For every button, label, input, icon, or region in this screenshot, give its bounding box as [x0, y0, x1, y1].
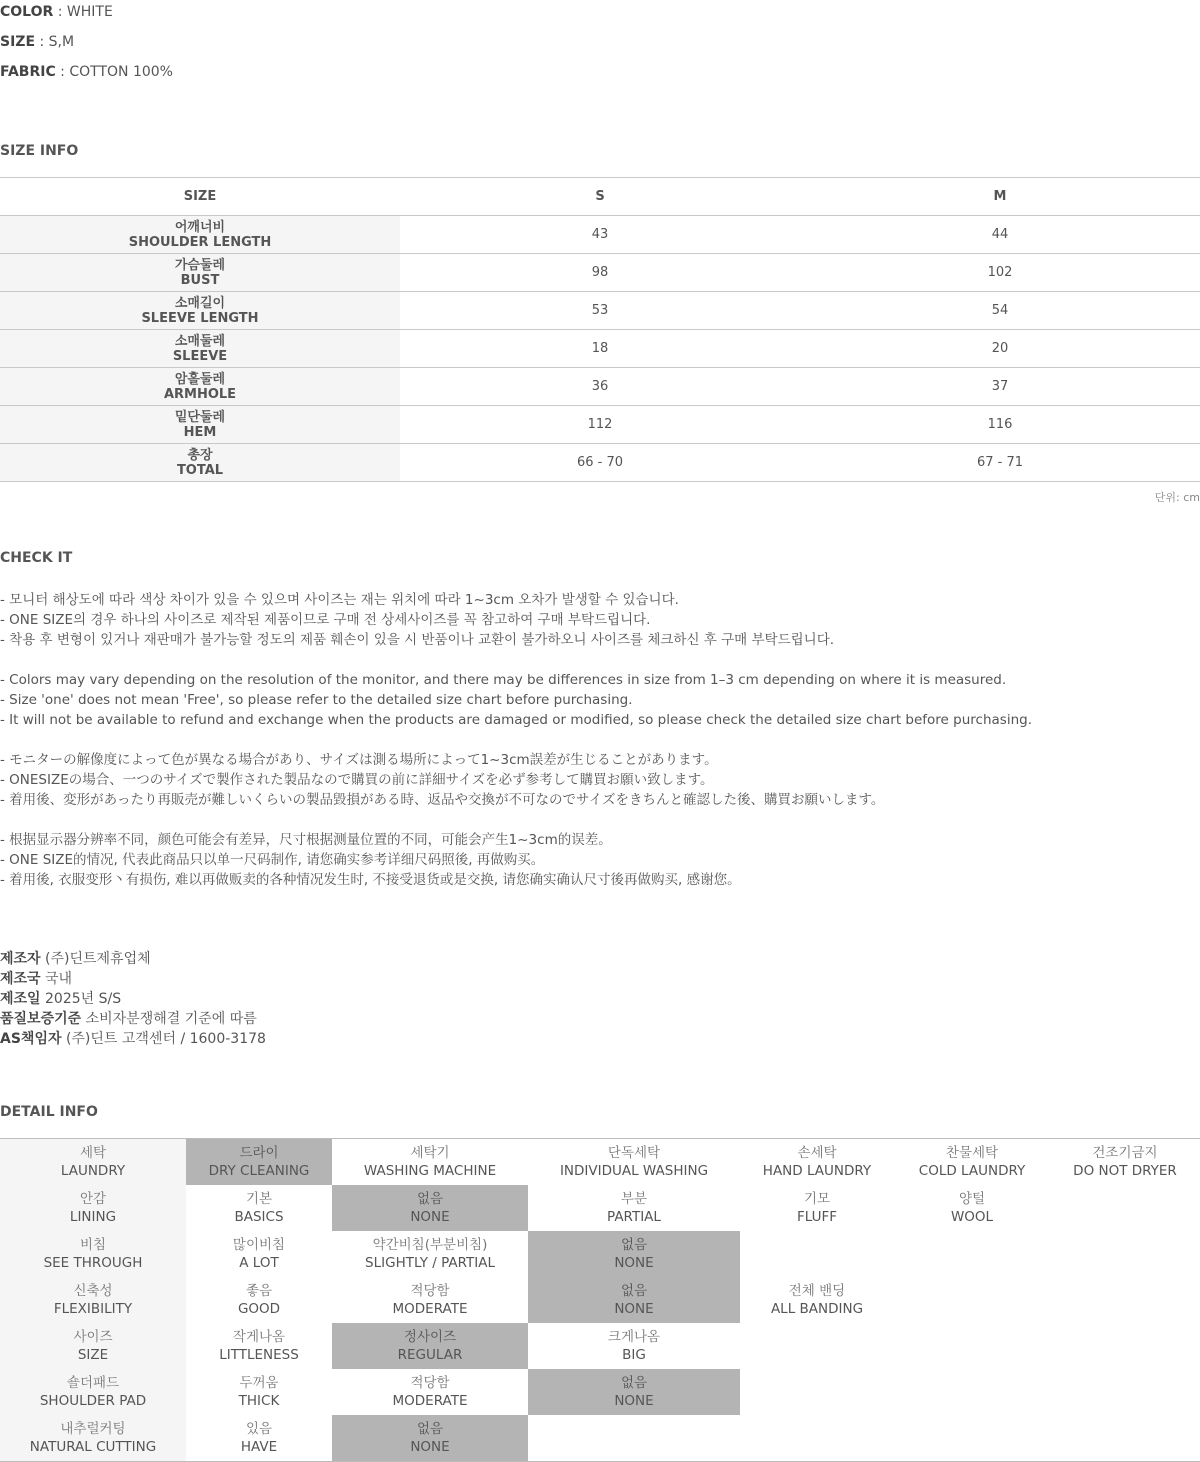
option-en: HAVE	[240, 1439, 278, 1455]
detail-option	[186, 1231, 332, 1277]
measure-label-en: TOTAL	[176, 462, 224, 478]
detail-option-selected	[332, 1323, 528, 1369]
spec-value: : S,M	[35, 34, 75, 50]
detail-row	[0, 1277, 1200, 1323]
measure-label-ko: 소매둘레	[174, 333, 226, 349]
detail-empty-cell	[894, 1415, 1050, 1462]
measure-label-ko: 암홀둘레	[174, 371, 226, 387]
note-line: - 모니터 해상도에 따라 색상 차이가 있을 수 있으며 사이즈는 재는 위치에 따라 1~3cm 오차가 발생할 수 있습니다.	[0, 592, 679, 608]
detail-option	[528, 1323, 740, 1369]
size-row	[0, 292, 1200, 330]
option-ko: 양털	[958, 1191, 986, 1207]
category-ko: 내추럴커팅	[60, 1421, 126, 1437]
detail-table	[0, 1138, 1200, 1462]
category-ko: 신축성	[73, 1283, 113, 1299]
measure-label-en: SLEEVE	[172, 348, 228, 364]
option-ko: 손세탁	[797, 1145, 837, 1161]
header-s: S	[400, 178, 800, 216]
detail-category	[0, 1185, 186, 1231]
measure-label	[0, 216, 400, 254]
size-info-title: SIZE INFO	[0, 143, 79, 159]
measure-label	[0, 292, 400, 330]
option-ko: 적당함	[410, 1283, 450, 1299]
note-line: - 根据显示器分辨率不同，颜色可能会有差异，尺寸根据测量位置的不同，可能会产生1~3cm的误差。	[0, 832, 612, 848]
measure-label-en: SHOULDER LENGTH	[128, 234, 272, 250]
detail-option	[894, 1185, 1050, 1231]
detail-empty-cell	[894, 1277, 1050, 1323]
detail-option	[894, 1139, 1050, 1186]
size-m-value: 20	[800, 330, 1200, 368]
option-ko: 적당함	[410, 1375, 450, 1391]
check-it-title: CHECK IT	[0, 550, 73, 566]
size-s-value: 53	[400, 292, 800, 330]
option-ko: 없음	[620, 1283, 648, 1299]
detail-option	[740, 1277, 894, 1323]
option-en: MODERATE	[392, 1393, 468, 1409]
detail-option	[740, 1139, 894, 1186]
detail-row	[0, 1369, 1200, 1415]
size-m-value: 37	[800, 368, 1200, 406]
detail-empty-cell	[1050, 1415, 1200, 1462]
detail-option-selected	[332, 1415, 528, 1462]
option-ko: 없음	[620, 1237, 648, 1253]
detail-row	[0, 1323, 1200, 1369]
option-ko: 없음	[620, 1375, 648, 1391]
detail-option	[332, 1277, 528, 1323]
option-ko: 정사이즈	[403, 1329, 457, 1345]
note-line: - モニターの解像度によって色が異なる場合があり、サイズは測る場所によって1~3cm誤差が生じることがあります。	[0, 752, 718, 768]
header-m: M	[800, 178, 1200, 216]
option-en: LITTLENESS	[219, 1347, 299, 1363]
measure-label-ko: 밑단둘레	[174, 409, 226, 425]
category-ko: 세탁	[79, 1145, 107, 1161]
option-en: NONE	[410, 1209, 450, 1225]
measure-label-ko: 소매길이	[174, 295, 226, 311]
measure-label-en: BUST	[180, 272, 220, 288]
measure-label	[0, 444, 400, 482]
measure-label-en: SLEEVE LENGTH	[141, 310, 259, 326]
size-s-value: 66 - 70	[400, 444, 800, 482]
option-ko: 두꺼움	[239, 1375, 279, 1391]
detail-empty-cell	[1050, 1231, 1200, 1277]
note-line: - 着用後, 衣服变形丶有损伤, 难以再做贩卖的各种情况发生时, 不接受退货或是交换, 请您确实确认尺寸後再做购买, 感谢您。	[0, 872, 741, 888]
note-group	[0, 670, 1032, 730]
spec-fabric	[0, 64, 173, 80]
option-ko: 기모	[803, 1191, 831, 1207]
detail-empty-cell	[894, 1323, 1050, 1369]
option-en: A LOT	[239, 1255, 279, 1271]
note-group	[0, 590, 834, 650]
detail-option	[528, 1185, 740, 1231]
detail-row	[0, 1185, 1200, 1231]
unit-note: 단위: cm	[1154, 491, 1200, 504]
maker-value: 국내	[40, 971, 73, 987]
option-ko: 건조기금지	[1092, 1145, 1158, 1161]
size-table	[0, 177, 1200, 482]
maker-value: (주)딘트 고객센터 / 1600-3178	[61, 1031, 266, 1047]
size-m-value: 54	[800, 292, 1200, 330]
option-ko: 세탁기	[410, 1145, 450, 1161]
category-en: NATURAL CUTTING	[29, 1439, 157, 1455]
category-en: FLEXIBILITY	[53, 1301, 133, 1317]
note-line: - 착용 후 변형이 있거나 재판매가 불가능할 정도의 제품 훼손이 있을 시 반품이나 교환이 불가하오니 사이즈를 체크하신 후 구매 부탁드립니다.	[0, 632, 835, 648]
category-en: SIZE	[77, 1347, 109, 1363]
option-en: BASICS	[234, 1209, 284, 1225]
detail-category	[0, 1323, 186, 1369]
size-m-value: 116	[800, 406, 1200, 444]
option-en: NONE	[614, 1393, 654, 1409]
detail-row	[0, 1231, 1200, 1277]
detail-option	[740, 1185, 894, 1231]
detail-option-selected	[528, 1369, 740, 1415]
category-ko: 숄더패드	[66, 1375, 120, 1391]
size-s-value: 112	[400, 406, 800, 444]
maker-label: 제조일	[0, 991, 41, 1007]
option-en: HAND LAUNDRY	[762, 1163, 872, 1179]
detail-option	[186, 1277, 332, 1323]
size-s-value: 36	[400, 368, 800, 406]
detail-option-selected	[528, 1277, 740, 1323]
option-en: BIG	[622, 1347, 646, 1363]
maker-row	[0, 969, 266, 989]
size-row	[0, 216, 1200, 254]
detail-empty-cell	[740, 1323, 894, 1369]
detail-category	[0, 1415, 186, 1462]
spec-value: : COTTON 100%	[55, 64, 173, 80]
detail-option	[186, 1323, 332, 1369]
option-ko: 있음	[245, 1421, 273, 1437]
option-en: DRY CLEANING	[208, 1163, 310, 1179]
category-en: LINING	[69, 1209, 117, 1225]
option-ko: 없음	[416, 1191, 444, 1207]
option-ko: 찬물세탁	[945, 1145, 999, 1161]
size-m-value: 67 - 71	[800, 444, 1200, 482]
option-en: GOOD	[237, 1301, 281, 1317]
maker-label: AS책임자	[0, 1031, 62, 1047]
detail-option	[186, 1185, 332, 1231]
category-en: SEE THROUGH	[43, 1255, 143, 1271]
size-row	[0, 444, 1200, 482]
option-en: WOOL	[950, 1209, 994, 1225]
option-ko: 기본	[245, 1191, 273, 1207]
note-line: - Size 'one' does not mean 'Free', so please refer to the detailed size chart before purchasing.	[0, 692, 633, 708]
detail-option	[186, 1369, 332, 1415]
option-en: NONE	[410, 1439, 450, 1455]
option-ko: 부분	[620, 1191, 648, 1207]
maker-row	[0, 949, 266, 969]
size-s-value: 43	[400, 216, 800, 254]
option-ko: 전체 밴딩	[788, 1283, 846, 1299]
detail-info-title: DETAIL INFO	[0, 1104, 98, 1120]
option-en: SLIGHTLY / PARTIAL	[365, 1255, 495, 1271]
size-table-header	[0, 178, 1200, 216]
category-en: SHOULDER PAD	[39, 1393, 147, 1409]
option-ko: 드라이	[239, 1145, 279, 1161]
size-row	[0, 368, 1200, 406]
detail-option-selected	[186, 1139, 332, 1186]
note-line: - Colors may vary depending on the resolution of the monitor, and there may be differences in size from 1–3 cm depending on where it is measured.	[0, 672, 1007, 688]
size-s-value: 98	[400, 254, 800, 292]
option-en: REGULAR	[397, 1347, 463, 1363]
detail-option-selected	[332, 1185, 528, 1231]
detail-option	[186, 1415, 332, 1462]
option-en: INDIVIDUAL WASHING	[559, 1163, 709, 1179]
option-en: MODERATE	[392, 1301, 468, 1317]
option-en: THICK	[238, 1393, 280, 1409]
measure-label-en: ARMHOLE	[163, 386, 237, 402]
option-ko: 크게나옴	[607, 1329, 661, 1345]
measure-label-ko: 가슴둘레	[174, 257, 226, 273]
detail-category	[0, 1369, 186, 1415]
category-ko: 사이즈	[73, 1329, 113, 1345]
detail-option	[332, 1369, 528, 1415]
option-en: FLUFF	[796, 1209, 838, 1225]
option-ko: 없음	[416, 1421, 444, 1437]
category-ko: 안감	[79, 1191, 107, 1207]
option-en: PARTIAL	[607, 1209, 661, 1225]
size-row	[0, 330, 1200, 368]
detail-empty-cell	[1050, 1369, 1200, 1415]
note-line: - It will not be available to refund and exchange when the products are damaged or modified, so please check the detailed size chart before purchasing.	[0, 712, 1032, 728]
maker-value: 소비자분쟁해결 기준에 따름	[81, 1011, 257, 1027]
size-m-value: 44	[800, 216, 1200, 254]
detail-empty-cell	[740, 1369, 894, 1415]
spec-label: FABRIC	[0, 64, 56, 80]
category-en: LAUNDRY	[60, 1163, 126, 1179]
detail-option	[1050, 1139, 1200, 1186]
note-line: - ONESIZEの場合、一つのサイズで製作された製品なので購買の前に詳細サイズを必ず参考して購買お願い致します。	[0, 772, 714, 788]
note-group	[0, 750, 884, 810]
spec-label: SIZE	[0, 34, 36, 50]
note-line: - 着用後、変形があったり再販売が難しいくらいの製品毀損がある時、返品や交換が不可なのでサイズをきちんと確認した後、購買お願いします。	[0, 792, 885, 808]
maker-label: 품질보증기준	[0, 1011, 82, 1027]
maker-value: 2025년 S/S	[40, 991, 122, 1007]
option-en: NONE	[614, 1301, 654, 1317]
detail-empty-cell	[1050, 1323, 1200, 1369]
detail-category	[0, 1231, 186, 1277]
detail-option	[528, 1139, 740, 1186]
detail-option-selected	[528, 1231, 740, 1277]
option-en: WASHING MACHINE	[363, 1163, 497, 1179]
maker-row	[0, 1029, 266, 1049]
note-line: - ONE SIZE的情况, 代表此商品只以单一尺码制作, 请您确实参考详细尺码照後, 再做购买。	[0, 852, 545, 868]
maker-row	[0, 989, 266, 1009]
detail-row	[0, 1139, 1200, 1186]
note-group	[0, 830, 741, 890]
option-en: NONE	[614, 1255, 654, 1271]
header-size: SIZE	[0, 178, 400, 216]
measure-label-ko: 어깨너비	[174, 219, 226, 235]
spec-color	[0, 4, 113, 20]
option-ko: 작게나옴	[232, 1329, 286, 1345]
maker-label: 제조국	[0, 971, 41, 987]
maker-info	[0, 949, 266, 1049]
measure-label-ko: 총장	[187, 447, 213, 463]
option-en: ALL BANDING	[770, 1301, 864, 1317]
detail-empty-cell	[528, 1415, 740, 1462]
category-ko: 비침	[79, 1237, 107, 1253]
option-ko: 좋음	[245, 1283, 273, 1299]
option-ko: 많이비침	[232, 1237, 286, 1253]
maker-value: (주)딘트제휴업체	[40, 951, 151, 967]
option-ko: 단독세탁	[607, 1145, 661, 1161]
detail-empty-cell	[740, 1231, 894, 1277]
detail-empty-cell	[1050, 1277, 1200, 1323]
maker-row	[0, 1009, 266, 1029]
detail-empty-cell	[894, 1369, 1050, 1415]
detail-option	[332, 1231, 528, 1277]
detail-empty-cell	[1050, 1185, 1200, 1231]
measure-label	[0, 330, 400, 368]
measure-label-en: HEM	[183, 424, 217, 440]
detail-category	[0, 1139, 186, 1186]
detail-empty-cell	[894, 1231, 1050, 1277]
size-row	[0, 406, 1200, 444]
detail-empty-cell	[740, 1415, 894, 1462]
size-row	[0, 254, 1200, 292]
option-en: COLD LAUNDRY	[918, 1163, 1026, 1179]
size-m-value: 102	[800, 254, 1200, 292]
measure-label	[0, 254, 400, 292]
spec-value: : WHITE	[53, 4, 113, 20]
option-ko: 약간비침(부분비침)	[372, 1237, 488, 1253]
measure-label	[0, 368, 400, 406]
detail-option	[332, 1139, 528, 1186]
spec-label: COLOR	[0, 4, 54, 20]
size-s-value: 18	[400, 330, 800, 368]
option-en: DO NOT DRYER	[1073, 1163, 1177, 1179]
measure-label	[0, 406, 400, 444]
detail-row	[0, 1415, 1200, 1462]
detail-category	[0, 1277, 186, 1323]
spec-size	[0, 34, 74, 50]
maker-label: 제조자	[0, 951, 41, 967]
note-line: - ONE SIZE의 경우 하나의 사이즈로 제작된 제품이므로 구매 전 상세사이즈를 꼭 참고하여 구매 부탁드립니다.	[0, 612, 651, 628]
